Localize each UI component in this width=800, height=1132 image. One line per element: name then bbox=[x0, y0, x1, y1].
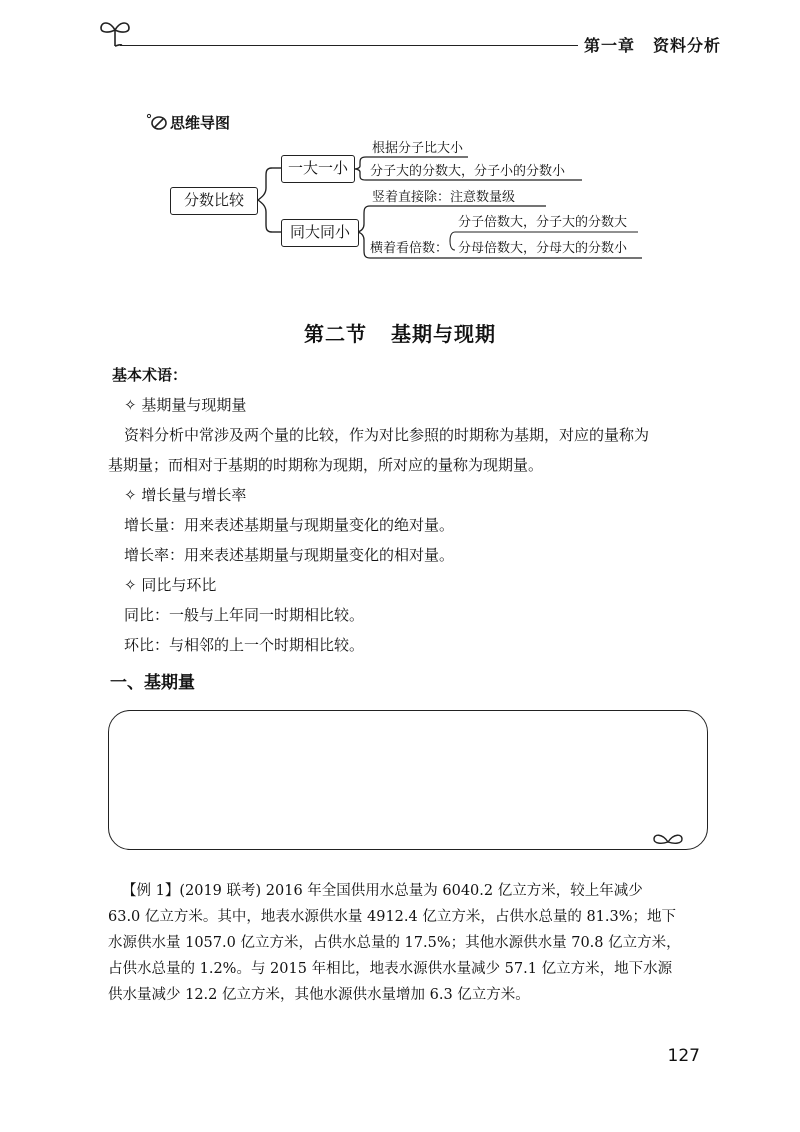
root-bracket bbox=[258, 168, 272, 232]
mind-map-root: 分数比较 bbox=[170, 187, 258, 215]
example-line: 63.0 亿立方米。其中，地表水源供水量 4912.4 亿立方米，占供水总量的 81.3%；地下 bbox=[108, 909, 677, 925]
term-line: 增长量：用来表述基期量与现期量变化的绝对量。 bbox=[124, 516, 455, 534]
term-title: ✧ 基期量与现期量 bbox=[124, 396, 247, 414]
leaf-ornament-icon bbox=[652, 830, 684, 848]
mind-map-leaf: 根据分子比大小 bbox=[372, 141, 464, 156]
diamond-bullet-icon: ✧ bbox=[124, 576, 137, 594]
term-line: 增长率：用来表述基期量与现期量变化的相对量。 bbox=[124, 546, 455, 564]
term-line: 同比：一般与上年同一时期相比较。 bbox=[124, 606, 365, 624]
chapter-number: 第一章 bbox=[584, 36, 636, 55]
term-line: 基期量；而相对于基期的时期称为现期，所对应的量称为现期量。 bbox=[108, 456, 544, 474]
example-line: 水源供水量 1057.0 亿立方米，占供水总量的 17.5%；其他水源供水量 70.8 亿立方米， bbox=[108, 935, 681, 951]
chapter-title: 资料分析 bbox=[653, 36, 722, 55]
mind-map-leaf: 竖着直接除：注意数量级 bbox=[372, 190, 516, 205]
example-line: 占供水总量的 1.2%。与 2015 年相比，地表水源供水量减少 57.1 亿立方米，地下水源 bbox=[108, 961, 673, 977]
section-title bbox=[0, 318, 800, 347]
diamond-bullet-icon: ✧ bbox=[124, 396, 137, 414]
mind-map-branch-2: 同大同小 bbox=[281, 219, 359, 247]
mind-map-leaf: 横着看倍数： bbox=[370, 241, 449, 256]
example-line: 供水量减少 12.2 亿立方米，其他水源供水量增加 6.3 亿立方米。 bbox=[108, 987, 530, 1003]
branch1-bracket bbox=[354, 157, 366, 180]
subsection-title: 一、基期量 bbox=[110, 673, 195, 693]
mind-map-branch-1: 一大一小 bbox=[281, 155, 355, 183]
term-title: ✧ 同比与环比 bbox=[124, 576, 217, 594]
term-title: ✧ 增长量与增长率 bbox=[124, 486, 247, 504]
mind-map-subleaf: 分子倍数大，分子大的分数大 bbox=[458, 215, 628, 230]
page-number: 127 bbox=[667, 1046, 700, 1066]
branch2-sub-bracket bbox=[450, 232, 455, 250]
example-1 bbox=[108, 878, 708, 1008]
section-number: 第二节 bbox=[304, 322, 367, 346]
example-line: 【例 1】(2019 联考) 2016 年全国供用水总量为 6040.2 亿立方米，较上年减少 bbox=[122, 883, 643, 899]
mind-map-leaf: 分子大的分数大，分子小的分数小 bbox=[370, 164, 566, 179]
terms-heading: 基本术语： bbox=[112, 366, 188, 384]
term-line: 环比：与相邻的上一个时期相比较。 bbox=[124, 636, 365, 654]
diamond-bullet-icon: ✧ bbox=[124, 486, 137, 504]
mind-map-subleaf: 分母倍数大，分母大的分数小 bbox=[458, 241, 628, 256]
term-line: 资料分析中常涉及两个量的比较，作为对比参照的时期称为基期，对应的量称为 bbox=[124, 426, 650, 444]
branch2-bracket bbox=[358, 206, 370, 258]
mind-map-title: 思维导图 bbox=[170, 114, 231, 132]
notes-box bbox=[108, 710, 708, 850]
section-name: 基期与现期 bbox=[391, 322, 496, 346]
